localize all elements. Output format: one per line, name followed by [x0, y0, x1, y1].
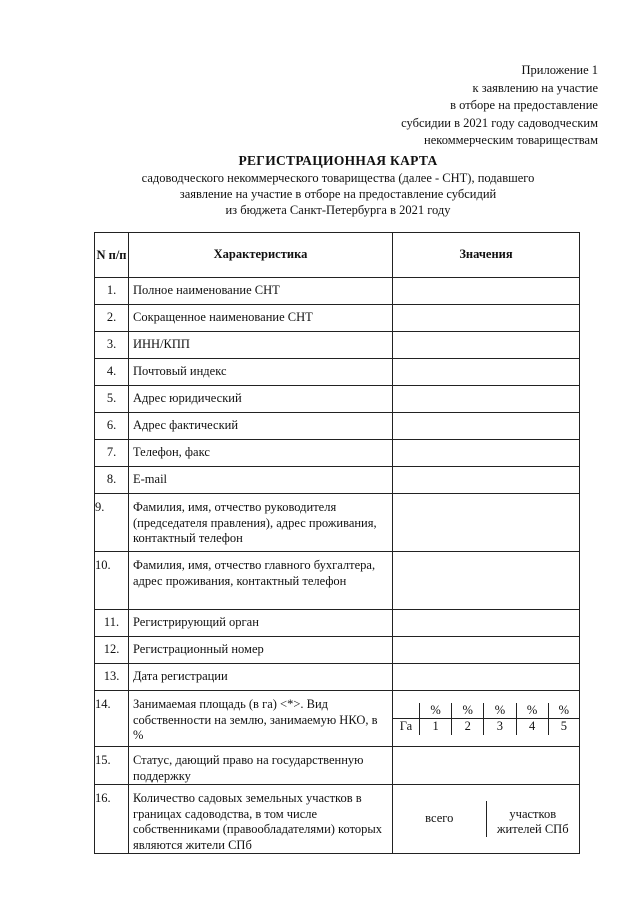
table-row [95, 785, 580, 854]
table-row [95, 552, 580, 610]
row-label: Регистрационный номер [129, 637, 393, 664]
row-num: 11. [95, 610, 129, 637]
table-row [95, 332, 580, 359]
table-row [95, 637, 580, 664]
table-row [95, 305, 580, 332]
ha-blank-cell[interactable] [393, 703, 420, 719]
row-num: 3. [95, 332, 129, 359]
row-label: E-mail [129, 467, 393, 494]
row-num: 16. [95, 785, 129, 854]
percent-cell: % [484, 703, 516, 719]
header-characteristic: Характеристика [129, 233, 393, 278]
title-line: заявление на участие в отборе на предоставление субсидий [179, 187, 497, 201]
value-cell[interactable] [393, 467, 580, 494]
row-label: Сокращенное наименование СНТ [129, 305, 393, 332]
value-cell[interactable] [393, 552, 580, 610]
plots-total-label: всего [393, 801, 486, 837]
row-num: 9. [95, 494, 129, 552]
value-cell[interactable] [393, 747, 580, 785]
row-num: 1. [95, 278, 129, 305]
row-num: 2. [95, 305, 129, 332]
appendix-line: субсидии в 2021 году садоводческим [401, 115, 598, 130]
appendix-line: Приложение 1 [521, 63, 598, 77]
table-row [95, 747, 580, 785]
row-num: 13. [95, 664, 129, 691]
row-label: Почтовый индекс [129, 359, 393, 386]
value-cell[interactable] [393, 332, 580, 359]
row-label: Регистрирующий орган [129, 610, 393, 637]
value-cell[interactable] [393, 440, 580, 467]
row-num: 15. [95, 747, 129, 785]
row-label: Телефон, факс [129, 440, 393, 467]
area-ownership-grid [393, 691, 580, 747]
percent-cell: % [516, 703, 548, 719]
table-row [95, 413, 580, 440]
appendix-note [298, 62, 598, 150]
row-num: 10. [95, 552, 129, 610]
title-line: из бюджета Санкт-Петербурга в 2021 году [225, 203, 451, 217]
header-num: N п/п [95, 233, 129, 278]
table-row [95, 610, 580, 637]
table-row [95, 278, 580, 305]
document-title [88, 153, 588, 218]
row-num: 4. [95, 359, 129, 386]
table-row [95, 467, 580, 494]
row-num: 8. [95, 467, 129, 494]
title-line: садоводческого некоммерческого товарищества (далее - СНТ), подавшего [141, 171, 535, 185]
row-num: 7. [95, 440, 129, 467]
value-cell[interactable] [393, 637, 580, 664]
title-main: РЕГИСТРАЦИОННАЯ КАРТА [238, 153, 438, 168]
row-label: Адрес юридический [129, 386, 393, 413]
row-label: ИНН/КПП [129, 332, 393, 359]
table-row [95, 359, 580, 386]
ha-label: Га [393, 719, 420, 735]
percent-cell: % [548, 703, 579, 719]
row-num: 5. [95, 386, 129, 413]
row-label: Дата регистрации [129, 664, 393, 691]
table-row [95, 494, 580, 552]
header-values: Значения [393, 233, 580, 278]
row-num: 6. [95, 413, 129, 440]
table-header [95, 233, 580, 278]
row-label: Адрес фактический [129, 413, 393, 440]
row-label: Фамилия, имя, отчество главного бухгалтера, адрес проживания, контактный телефон [129, 552, 393, 610]
appendix-line: в отборе на предоставление [450, 98, 598, 113]
row-label: Статус, дающий право на государственную поддержку [129, 747, 393, 785]
row-label: Количество садовых земельных участков в границах садоводства, в том числе собственниками (правообладателями) которых являются жители СПб [129, 785, 393, 854]
value-cell[interactable] [393, 413, 580, 440]
table-row [95, 691, 580, 747]
plots-spb-label: участков жителей СПб [486, 801, 579, 837]
table-row [95, 386, 580, 413]
table-row [95, 664, 580, 691]
registration-table [94, 232, 580, 854]
value-cell[interactable] [393, 359, 580, 386]
column-number: 5 [548, 719, 579, 735]
column-number: 1 [420, 719, 452, 735]
row-label: Фамилия, имя, отчество руководителя (председателя правления), адрес проживания, контактный телефон [129, 494, 393, 552]
row-label: Полное наименование СНТ [129, 278, 393, 305]
value-cell[interactable] [393, 278, 580, 305]
value-cell[interactable] [393, 494, 580, 552]
percent-cell: % [452, 703, 484, 719]
column-number: 3 [484, 719, 516, 735]
value-cell[interactable] [393, 386, 580, 413]
plots-count-grid [393, 785, 580, 854]
value-cell[interactable] [393, 664, 580, 691]
row-label: Занимаемая площадь (в га) <*>. Вид собственности на землю, занимаемую НКО, в % [129, 691, 393, 747]
table-row [95, 440, 580, 467]
percent-cell: % [420, 703, 452, 719]
appendix-line: некоммерческим товариществам [424, 133, 598, 148]
column-number: 4 [516, 719, 548, 735]
appendix-line: к заявлению на участие [472, 80, 598, 95]
column-number: 2 [452, 719, 484, 735]
value-cell[interactable] [393, 610, 580, 637]
value-cell[interactable] [393, 305, 580, 332]
row-num: 14. [95, 691, 129, 747]
row-num: 12. [95, 637, 129, 664]
